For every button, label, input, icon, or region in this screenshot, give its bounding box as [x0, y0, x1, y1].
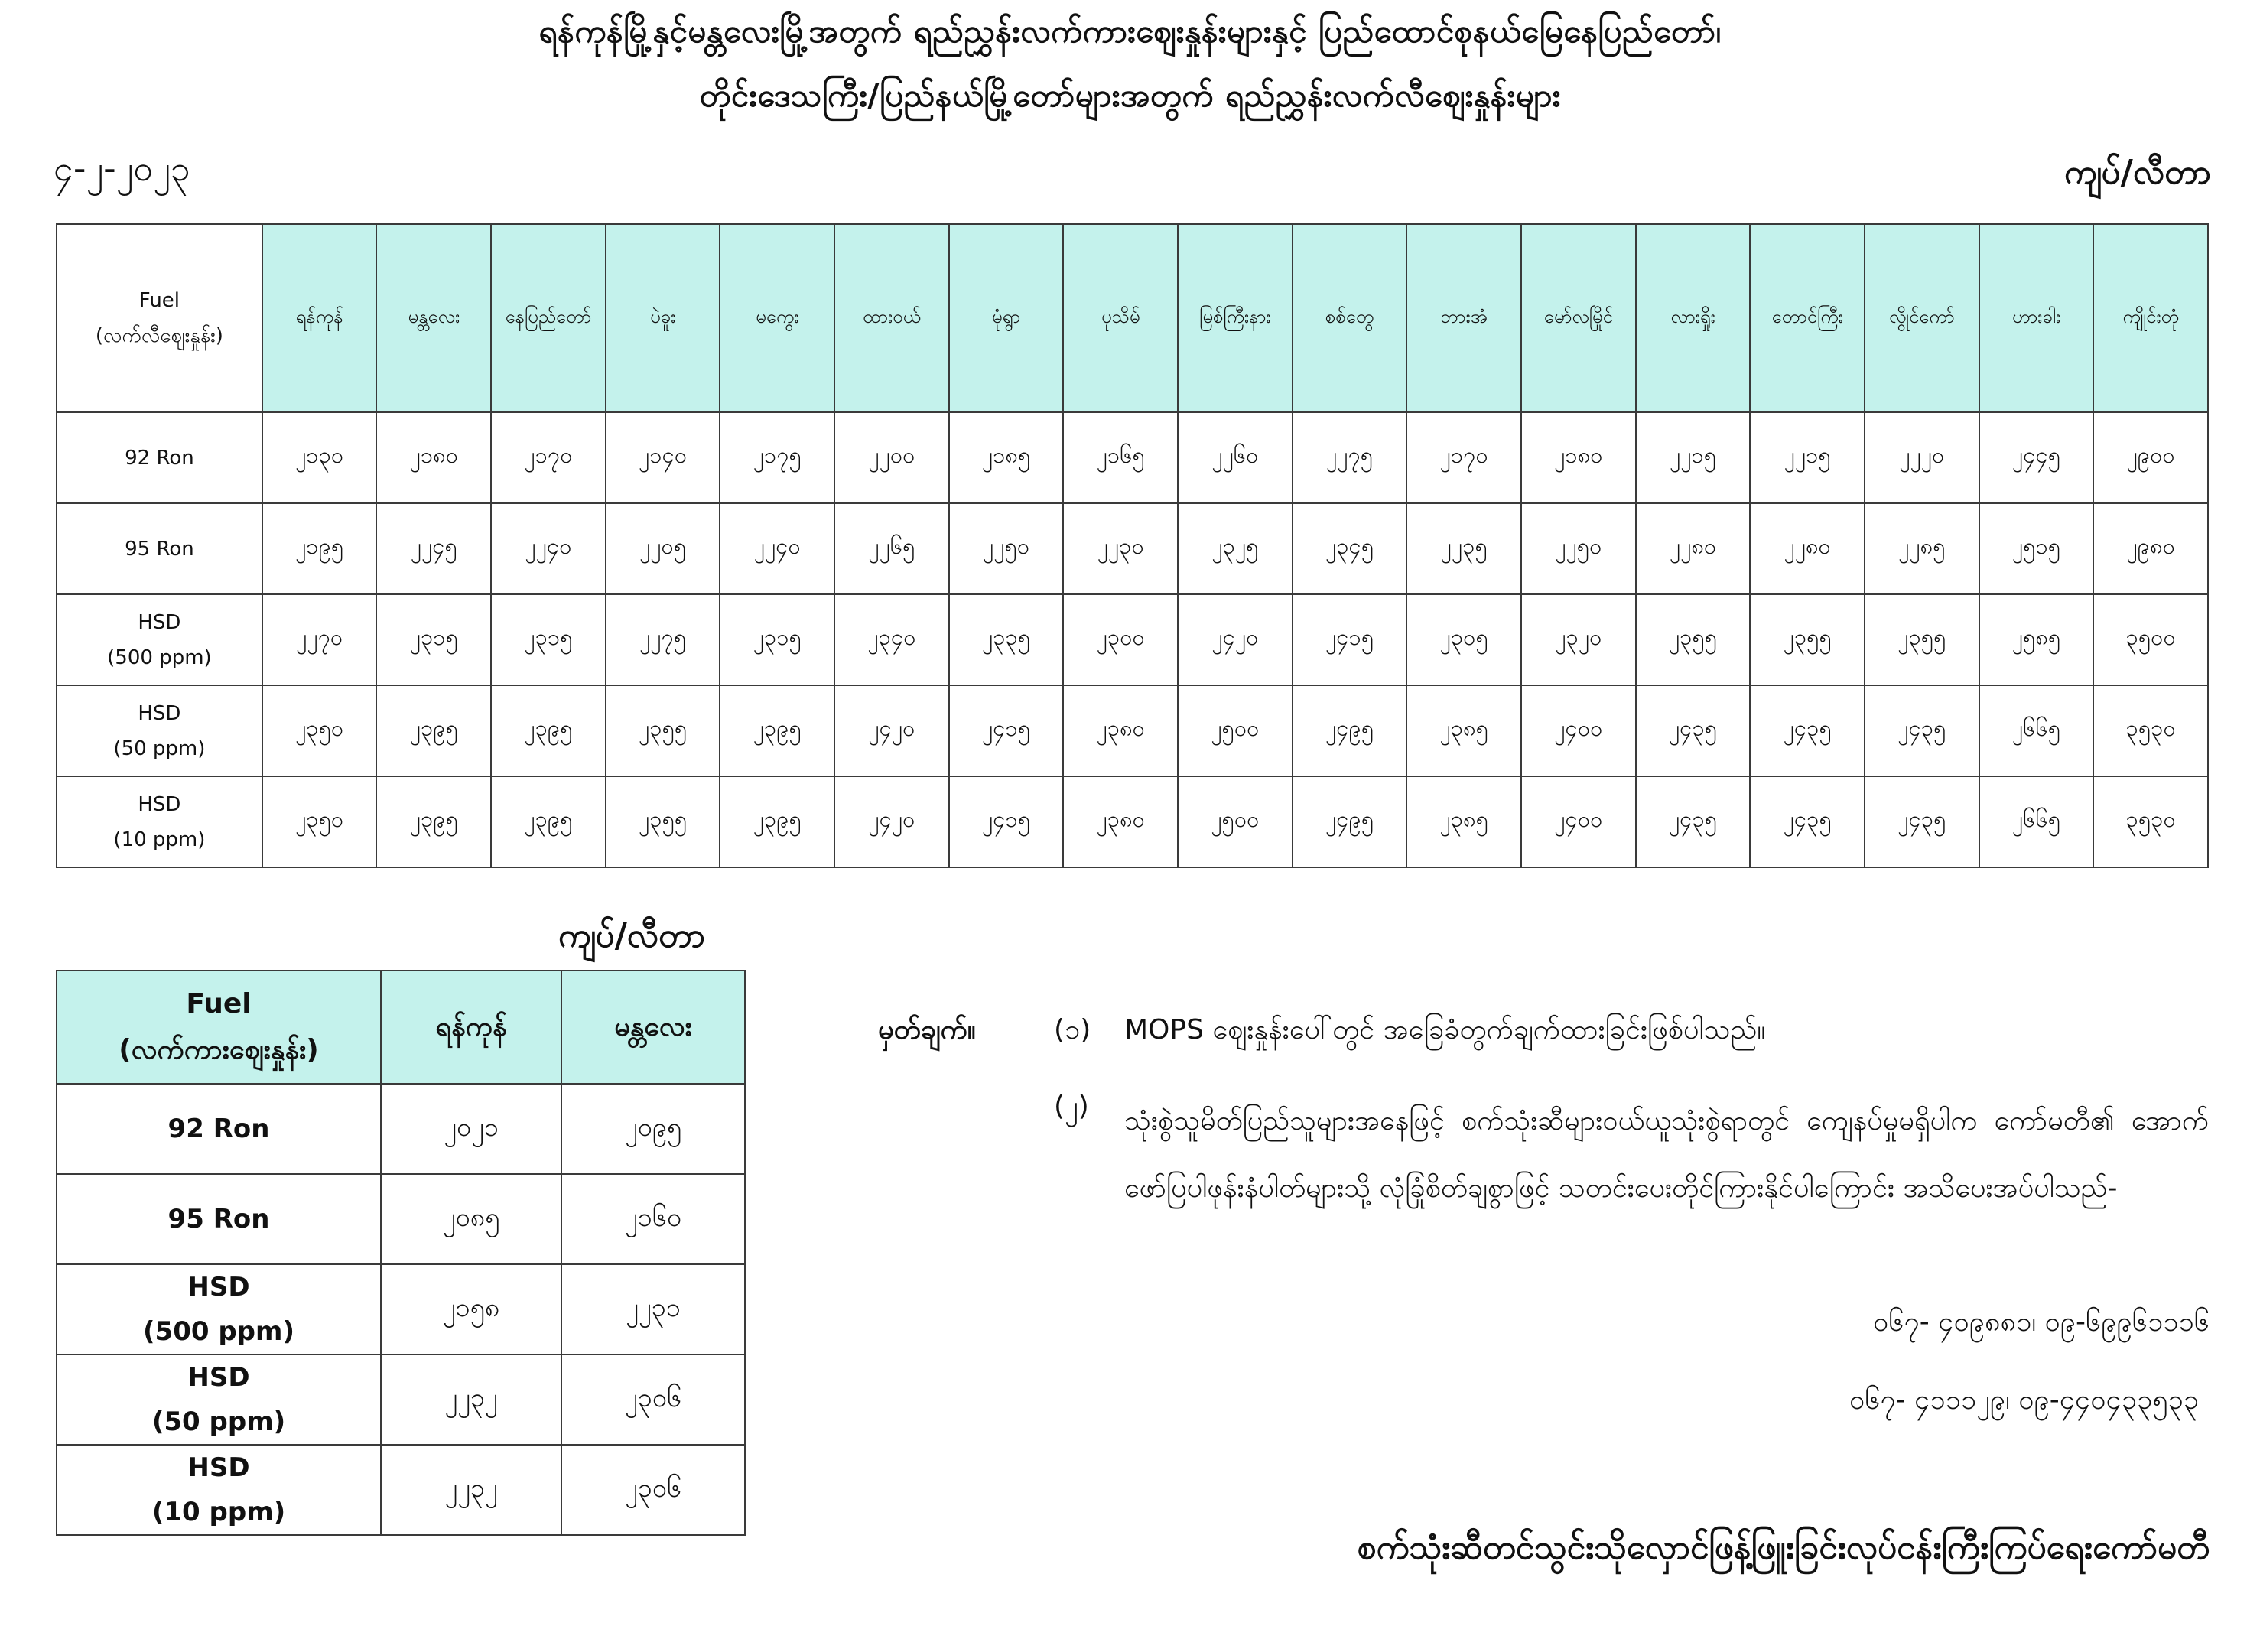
price-cell: ၂၄၃၅: [1865, 685, 1979, 776]
price-cell: ၂၃၅၅: [1750, 594, 1865, 685]
city-header: ထားဝယ်: [834, 224, 949, 412]
price-cell: ၂၁၅၈: [381, 1264, 561, 1354]
price-cell: ၂၃၀၆: [561, 1354, 745, 1445]
fuel-header: [57, 971, 381, 1084]
price-cell: ၂၂၈၅: [1865, 503, 1979, 594]
price-cell: ၂၂၃၂: [381, 1445, 561, 1535]
fuel-type-label: HSD: [138, 701, 181, 725]
committee-name: စက်သုံးဆီတင်သွင်းသိုလှောင်ဖြန့်ဖြူးခြင်းလုပ်ငန်းကြီးကြပ်ရေးကော်မတီ: [1357, 1528, 2210, 1567]
price-cell: ၂၁၄၀: [606, 412, 720, 503]
price-cell: ၂၃၀၀: [1063, 594, 1178, 685]
price-cell: ၂၁၇၀: [1406, 412, 1521, 503]
price-cell: ၂၃၁၅: [376, 594, 491, 685]
note2-text: သုံးစွဲသူမိတ်ပြည်သူများအနေဖြင့် စက်သုံးဆီများဝယ်ယူသုံးစွဲရာတွင် ကျေနပ်မှုမရှိပါက ကော်မတီ၏ အောက်ဖော်ပြပါဖုန်းနံပါတ်များသို့ လုံခြုံစိတ်ချစွာဖြင့် သတင်းပေးတိုင်ကြားနိုင်ပါကြောင်း အသိပေးအပ်ပါသည်-: [1124, 1105, 2209, 1204]
notes-heading: မှတ်ချက်။: [878, 1014, 976, 1046]
price-cell: ၂၃၅၀: [262, 685, 377, 776]
price-cell: ၂၅၁၅: [1979, 503, 2094, 594]
price-cell: ၂၁၈၅: [949, 412, 1064, 503]
phone-numbers-2: ၀၆၇- ၄၁၁၁၂၉၊ ၀၉-၄၄၀၄၃၃၅၃၃: [1849, 1384, 2199, 1416]
price-cell: ၂၃၈၀: [1063, 685, 1178, 776]
city-header: ဘားအံ: [1406, 224, 1521, 412]
fuel-header-line2: (လက်လီဈေးနှုန်း): [95, 324, 223, 347]
price-cell: ၂၂၃၀: [1063, 503, 1178, 594]
fuel-type-label: 95 Ron: [167, 1204, 270, 1234]
price-cell: ၂၃၁၅: [491, 594, 606, 685]
city-header: ကျိုင်းတုံ: [2093, 224, 2208, 412]
unit-label-retail: ကျပ်/လီတာ: [2064, 153, 2211, 192]
price-cell: ၂၄၃၅: [1636, 685, 1751, 776]
price-cell: ၂၁၉၅: [262, 503, 377, 594]
city-header: မကွေး: [720, 224, 834, 412]
fuel-type-cell: [57, 594, 262, 685]
city-header: ရန်ကုန်: [262, 224, 377, 412]
price-cell: ၂၂၆၀: [1178, 412, 1293, 503]
fuel-type-cell: [57, 503, 262, 594]
price-cell: ၂၂၁၅: [1636, 412, 1751, 503]
city-header: မုံရွာ: [949, 224, 1064, 412]
price-row: [57, 503, 2208, 594]
fuel-type-label: (10 ppm): [113, 828, 206, 851]
price-cell: ၃၅၃၀: [2093, 776, 2208, 867]
price-cell: ၂၆၆၅: [1979, 776, 2094, 867]
fuel-type-label: HSD: [187, 1272, 250, 1302]
fuel-header-line1: Fuel: [138, 289, 180, 312]
note1-text: MOPS ဈေးနှုန်းပေါ်တွင် အခြေခံတွက်ချက်ထားခြင်းဖြစ်ပါသည်။: [1124, 1014, 1766, 1046]
price-cell: ၂၃၅၅: [1636, 594, 1751, 685]
price-cell: ၂၂၁၅: [1750, 412, 1865, 503]
phone-numbers-1: ၀၆၇- ၄၀၉၈၈၁၊ ၀၉-၆၉၉၆၁၁၁၆: [1873, 1306, 2210, 1338]
price-cell: ၂၉၀၀: [2093, 412, 2208, 503]
fuel-type-label: 92 Ron: [167, 1114, 270, 1144]
fuel-header-line1: Fuel: [186, 988, 252, 1019]
price-cell: ၂၅၈၅: [1979, 594, 2094, 685]
page-title-line1: ရန်ကုန်မြို့နှင့်မန္တလေးမြို့အတွက် ရည်ညွှန်းလက်ကားဈေးနှုန်းများနှင့် ပြည်ထောင်စုနယ်မြေနေပြည်တော်၊: [538, 12, 1722, 50]
price-cell: ၂၃၉၅: [720, 685, 834, 776]
fuel-type-label: 95 Ron: [125, 537, 194, 561]
fuel-type-cell: [57, 776, 262, 867]
page-title-line2: တိုင်းဒေသကြီး/ပြည်နယ်မြို့တော်များအတွက် ရည်ညွှန်းလက်လီဈေးနှုန်းများ: [699, 76, 1561, 114]
unit-label-wholesale: ကျပ်/လီတာ: [558, 916, 705, 955]
retail-price-table: [56, 223, 2209, 868]
price-cell: ၂၄၃၅: [1865, 776, 1979, 867]
price-cell: ၂၀၂၁: [381, 1084, 561, 1174]
price-cell: ၂၄၀၀: [1521, 776, 1636, 867]
city-header: မော်လမြိုင်: [1521, 224, 1636, 412]
price-cell: ၂၃၉၅: [376, 776, 491, 867]
price-cell: ၂၂၇၅: [606, 594, 720, 685]
wholesale-header-row: [57, 971, 745, 1084]
price-cell: ၂၂၀၀: [834, 412, 949, 503]
price-cell: ၂၃၅၅: [1865, 594, 1979, 685]
price-cell: ၂၃၃၅: [949, 594, 1064, 685]
price-cell: ၂၃၄၅: [1293, 503, 1407, 594]
price-cell: ၂၂၄၅: [376, 503, 491, 594]
city-header: လားရှိုး: [1636, 224, 1751, 412]
price-cell: ၂၄၀၀: [1521, 685, 1636, 776]
price-cell: ၂၂၇၅: [1293, 412, 1407, 503]
city-header: ရန်ကုန်: [381, 971, 561, 1084]
price-cell: ၂၂၄၀: [720, 503, 834, 594]
fuel-type-label: 92 Ron: [125, 446, 194, 470]
price-cell: ၂၂၃၁: [561, 1264, 745, 1354]
price-cell: ၂၁၈၀: [1521, 412, 1636, 503]
price-row: [57, 1354, 745, 1445]
price-cell: ၂၃၂၀: [1521, 594, 1636, 685]
fuel-type-cell: [57, 685, 262, 776]
price-cell: ၂၃၅၀: [262, 776, 377, 867]
price-cell: ၂၂၇၀: [262, 594, 377, 685]
price-cell: ၂၅၀၀: [1178, 776, 1293, 867]
price-cell: ၂၃၅၅: [606, 685, 720, 776]
price-cell: ၂၄၃၅: [1750, 776, 1865, 867]
city-header: ပဲခူး: [606, 224, 720, 412]
price-cell: ၂၄၁၅: [949, 685, 1064, 776]
price-cell: ၂၉၈၀: [2093, 503, 2208, 594]
date-label: ၄-၂-၂၀၂၃: [54, 148, 190, 189]
price-cell: ၂၂၈၀: [1750, 503, 1865, 594]
fuel-type-label: HSD: [187, 1452, 250, 1483]
price-cell: ၂၄၉၅: [1293, 685, 1407, 776]
price-row: [57, 412, 2208, 503]
fuel-type-label: (50 ppm): [151, 1406, 286, 1437]
price-cell: ၂၄၉၅: [1293, 776, 1407, 867]
price-cell: ၂၃၉၅: [720, 776, 834, 867]
price-cell: ၂၂၅၀: [949, 503, 1064, 594]
price-cell: ၂၁၇၅: [720, 412, 834, 503]
wholesale-price-table: [56, 970, 746, 1536]
note2-number: (၂): [1054, 1091, 1089, 1122]
price-cell: ၂၃၁၅: [720, 594, 834, 685]
price-cell: ၂၃၈၅: [1406, 776, 1521, 867]
price-cell: ၂၄၄၅: [1979, 412, 2094, 503]
price-row: [57, 594, 2208, 685]
city-header: မန္တလေး: [376, 224, 491, 412]
fuel-header: [57, 224, 262, 412]
price-cell: ၂၄၂၀: [834, 776, 949, 867]
fuel-type-label: HSD: [187, 1362, 250, 1393]
price-cell: ၂၆၆၅: [1979, 685, 2094, 776]
fuel-type-label: (50 ppm): [113, 737, 206, 760]
price-cell: ၂၁၇၀: [491, 412, 606, 503]
price-cell: ၂၂၃၅: [1406, 503, 1521, 594]
price-cell: ၂၀၈၅: [381, 1174, 561, 1264]
price-row: [57, 685, 2208, 776]
price-cell: ၂၁၆၀: [561, 1174, 745, 1264]
price-cell: ၂၃၈၀: [1063, 776, 1178, 867]
fuel-type-label: HSD: [138, 792, 181, 816]
price-cell: ၂၃၀၅: [1406, 594, 1521, 685]
price-cell: ၂၂၅၀: [1521, 503, 1636, 594]
fuel-type-cell: [57, 412, 262, 503]
price-cell: ၂၂၂၀: [1865, 412, 1979, 503]
city-header: မန္တလေး: [561, 971, 745, 1084]
city-header: စစ်တွေ: [1293, 224, 1407, 412]
fuel-type-cell: [57, 1084, 381, 1174]
price-cell: ၂၃၅၅: [606, 776, 720, 867]
price-row: [57, 1174, 745, 1264]
price-cell: ၂၁၃၀: [262, 412, 377, 503]
price-cell: ၂၃၂၅: [1178, 503, 1293, 594]
note1-number: (၁): [1054, 1014, 1091, 1046]
price-cell: ၂၅၀၀: [1178, 685, 1293, 776]
city-header: တောင်ကြီး: [1750, 224, 1865, 412]
price-cell: ၂၂၈၀: [1636, 503, 1751, 594]
city-header: လွိုင်ကော်: [1865, 224, 1979, 412]
price-row: [57, 1084, 745, 1174]
city-header: နေပြည်တော်: [491, 224, 606, 412]
price-cell: ၂၄၃၅: [1636, 776, 1751, 867]
price-cell: ၂၄၃၅: [1750, 685, 1865, 776]
price-cell: ၂၄၂၀: [834, 685, 949, 776]
price-cell: ၂၃၉၅: [376, 685, 491, 776]
price-cell: ၂၁၆၅: [1063, 412, 1178, 503]
fuel-type-label: HSD: [138, 610, 181, 634]
price-cell: ၂၄၁၅: [949, 776, 1064, 867]
price-cell: ၂၃၉၅: [491, 685, 606, 776]
fuel-type-cell: [57, 1264, 381, 1354]
price-cell: ၂၃၀၆: [561, 1445, 745, 1535]
price-cell: ၂၄၁၅: [1293, 594, 1407, 685]
price-row: [57, 1445, 745, 1535]
price-row: [57, 1264, 745, 1354]
fuel-type-label: (500 ppm): [107, 646, 212, 669]
price-cell: ၂၀၉၅: [561, 1084, 745, 1174]
price-cell: ၃၅၀၀: [2093, 594, 2208, 685]
fuel-type-cell: [57, 1445, 381, 1535]
price-cell: ၂၄၂၀: [1178, 594, 1293, 685]
price-row: [57, 776, 2208, 867]
price-cell: ၂၃၉၅: [491, 776, 606, 867]
fuel-header-line2: (လက်ကားဈေးနှုန်း): [119, 1034, 319, 1065]
price-cell: ၂၂၆၅: [834, 503, 949, 594]
price-cell: ၂၃၈၅: [1406, 685, 1521, 776]
retail-header-row: [57, 224, 2208, 412]
price-cell: ၂၂၀၅: [606, 503, 720, 594]
fuel-type-label: (500 ppm): [143, 1316, 294, 1347]
city-header: ပုသိမ်: [1063, 224, 1178, 412]
price-cell: ၃၅၃၀: [2093, 685, 2208, 776]
fuel-type-cell: [57, 1174, 381, 1264]
price-cell: ၂၁၈၀: [376, 412, 491, 503]
city-header: မြစ်ကြီးနား: [1178, 224, 1293, 412]
fuel-type-cell: [57, 1354, 381, 1445]
fuel-type-label: (10 ppm): [151, 1497, 286, 1527]
price-cell: ၂၂၄၀: [491, 503, 606, 594]
price-cell: ၂၂၃၂: [381, 1354, 561, 1445]
price-cell: ၂၃၄၀: [834, 594, 949, 685]
city-header: ဟားခါး: [1979, 224, 2094, 412]
